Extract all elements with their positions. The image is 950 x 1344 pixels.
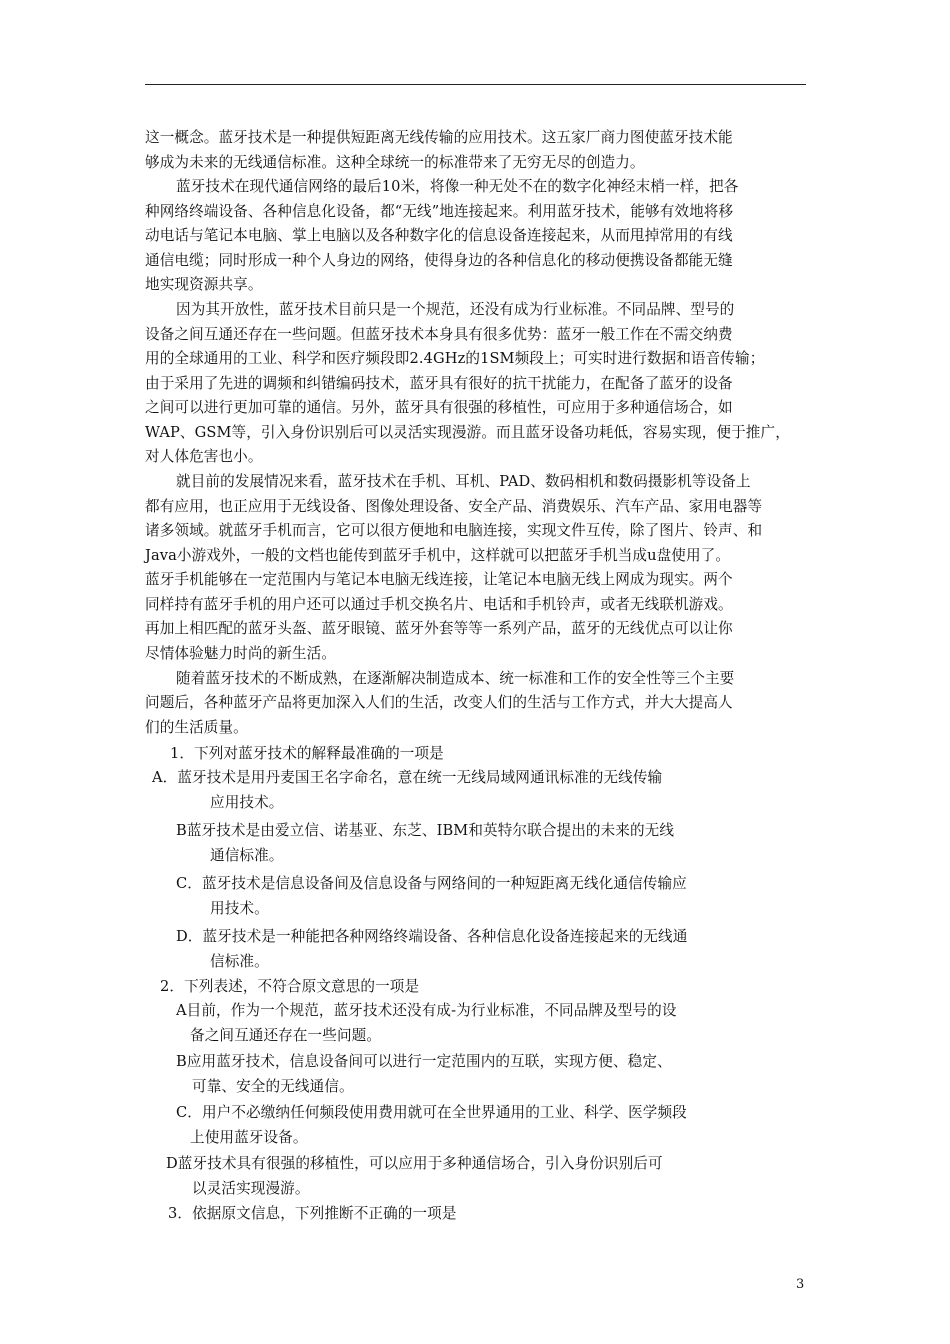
page-number: 3 <box>796 1277 805 1292</box>
paragraph-3-line: 对人体危害也小。 <box>145 448 263 465</box>
question-2-option-b: B应用蓝牙技术，信息设备间可以进行一定范围内的互联，实现方便、稳定、 <box>176 1053 672 1070</box>
question-1-option-d-cont: 信标准。 <box>210 953 269 970</box>
paragraph-4-line: 再加上相匹配的蓝牙头盔、蓝牙眼镜、蓝牙外套等等一系列产品，蓝牙的无线优点可以让你 <box>145 620 733 637</box>
paragraph-2-line: 地实现资源共享。 <box>145 276 263 293</box>
paragraph-2-line: 种网络终端设备、各种信息化设备，都“无线”地连接起来。利用蓝牙技术，能够有效地将移 <box>145 203 734 220</box>
question-2-stem: 2．下列表述，不符合原文意思的一项是 <box>160 978 420 995</box>
paragraph-4-line: Java小游戏外，一般的文档也能传到蓝牙手机中，这样就可以把蓝牙手机当成u盘使用了。 <box>145 547 731 564</box>
paragraph-3-line: 设备之间互通还存在一些问题。但蓝牙技术本身具有很多优势：蓝牙一般工作在不需交纳费 <box>145 326 733 343</box>
question-2-option-d: D蓝牙技术具有很强的移植性，可以应用于多种通信场合，引入身份识别后可 <box>166 1155 663 1172</box>
paragraph-4-line: 尽情体验魅力时尚的新生活。 <box>145 645 337 662</box>
paragraph-5-line: 随着蓝牙技术的不断成熟，在逐渐解决制造成本、统一标准和工作的安全性等三个主要 <box>176 670 735 687</box>
question-1-option-a-cont: 应用技术。 <box>210 794 284 811</box>
paragraph-4-line: 就目前的发展情况来看，蓝牙技术在手机、耳机、PAD、数码相机和数码摄影机等设备上 <box>176 473 751 490</box>
question-3-stem: 3．依据原文信息，下列推断不正确的一项是 <box>168 1205 457 1222</box>
question-2-option-c: C．用户不必缴纳任何频段使用费用就可在全世界通用的工业、科学、医学频段 <box>176 1104 687 1121</box>
paragraph-1-line: 这一概念。蓝牙技术是一种提供短距离无线传输的应用技术。这五家厂商力图使蓝牙技术能 <box>145 129 733 146</box>
question-1-option-b: B蓝牙技术是由爱立信、诺基亚、东芝、IBM和英特尔联合提出的未来的无线 <box>176 822 675 839</box>
paragraph-2-line: 动电话与笔记本电脑、掌上电脑以及各种数字化的信息设备连接起来，从而甩掉常用的有线 <box>145 227 733 244</box>
question-1-option-c: C．蓝牙技术是信息设备间及信息设备与网络间的一种短距离无线化通信传输应 <box>176 875 687 892</box>
paragraph-2-line: 通信电缆；同时形成一种个人身边的网络，使得身边的各种信息化的移动便携设备都能无缝 <box>145 252 733 269</box>
paragraph-3-line: 用的全球通用的工业、科学和医疗频段即2.4GHz的1SM频段上；可实时进行数据和语音传输； <box>145 350 765 367</box>
question-1-stem: 1．下列对蓝牙技术的解释最准确的一项是 <box>170 745 444 762</box>
paragraph-5-line: 们的生活质量。 <box>145 719 248 736</box>
paragraph-1-line: 够成为未来的无线通信标准。这种全球统一的标准带来了无穷无尽的创造力。 <box>145 154 645 171</box>
question-2-option-d-cont: 以灵活实现漫游。 <box>192 1180 310 1197</box>
question-1-option-a: A．蓝牙技术是用丹麦国王名字命名，意在统一无线局域网通讯标准的无线传输 <box>152 769 663 786</box>
paragraph-3-line: 由于采用了先进的调频和纠错编码技术，蓝牙具有很好的抗干扰能力，在配备了蓝牙的设备 <box>145 375 733 392</box>
question-2-option-a-cont: 备之间互通还存在一些问题。 <box>190 1027 382 1044</box>
paragraph-5-line: 问题后，各种蓝牙产品将更加深入人们的生活，改变人们的生活与工作方式，并大大提高人 <box>145 694 733 711</box>
header-rule <box>145 84 806 85</box>
question-1-option-b-cont: 通信标准。 <box>210 847 284 864</box>
paragraph-4-line: 诸多领域。就蓝牙手机而言，它可以很方便地和电脑连接，实现文件互传，除了图片、铃声、和 <box>145 522 763 539</box>
question-1-option-d: D．蓝牙技术是一种能把各种网络终端设备、各种信息化设备连接起来的无线通 <box>176 928 688 945</box>
question-2-option-a: A目前，作为一个规范，蓝牙技术还没有成-为行业标准，不同品牌及型号的设 <box>176 1002 677 1019</box>
question-2-option-c-cont: 上使用蓝牙设备。 <box>190 1129 308 1146</box>
paragraph-4-line: 都有应用，也正应用于无线设备、图像处理设备、安全产品、消费娱乐、汽车产品、家用电器等 <box>145 498 763 515</box>
paragraph-3-line: WAP、GSM等，引入身份识别后可以灵活实现漫游。而且蓝牙设备功耗低，容易实现，便于推广， <box>145 424 790 441</box>
paragraph-3-line: 因为其开放性，蓝牙技术目前只是一个规范，还没有成为行业标准。不同品牌、型号的 <box>176 301 735 318</box>
paragraph-2-line: 蓝牙技术在现代通信网络的最后10米，将像一种无处不在的数字化神经末梢一样，把各 <box>176 178 739 195</box>
question-2-option-b-cont: 可靠、安全的无线通信。 <box>192 1078 354 1095</box>
paragraph-4-line: 同样持有蓝牙手机的用户还可以通过手机交换名片、电话和手机铃声，或者无线联机游戏。 <box>145 596 733 613</box>
question-1-option-c-cont: 用技术。 <box>210 900 269 917</box>
paragraph-3-line: 之间可以进行更加可靠的通信。另外，蓝牙具有很强的移植性，可应用于多种通信场合，如 <box>145 399 733 416</box>
paragraph-4-line: 蓝牙手机能够在一定范围内与笔记本电脑无线连接，让笔记本电脑无线上网成为现实。两个 <box>145 571 733 588</box>
